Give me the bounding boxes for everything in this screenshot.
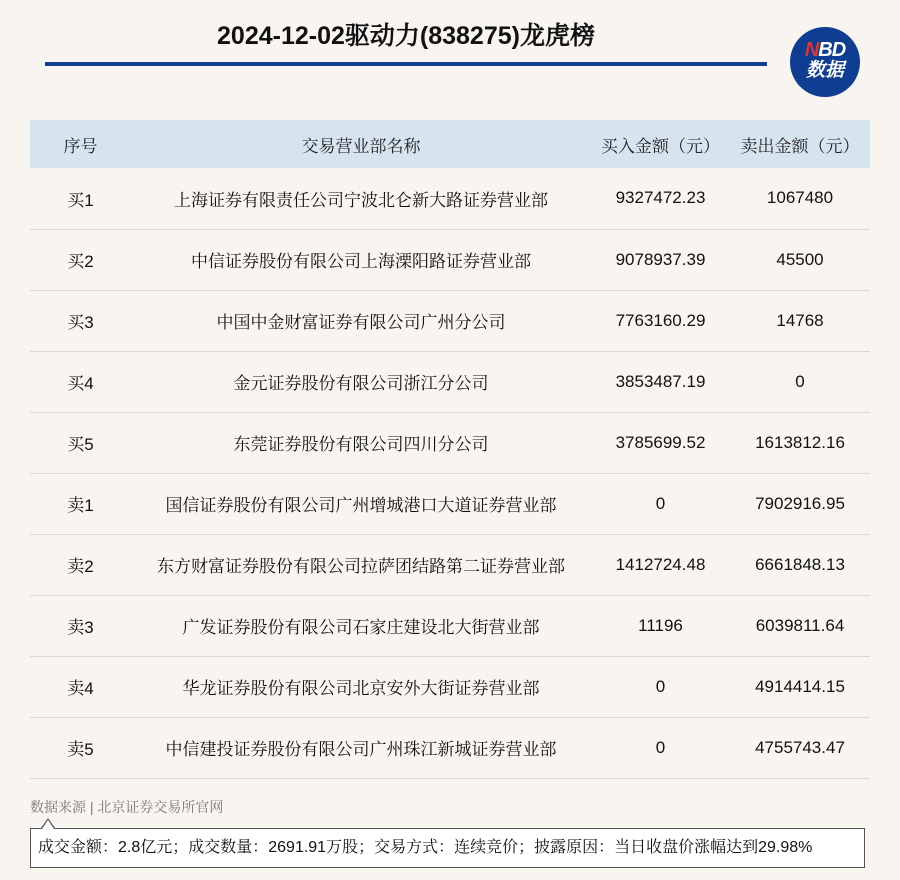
cell-seq: 卖3	[30, 595, 131, 656]
cell-sell-amount: 4914414.15	[730, 656, 870, 717]
cell-sell-amount: 45500	[730, 229, 870, 290]
cell-buy-amount: 9078937.39	[591, 229, 730, 290]
cell-seq: 买3	[30, 290, 131, 351]
cell-branch-name: 国信证券股份有限公司广州增城港口大道证券营业部	[131, 473, 591, 534]
cell-buy-amount: 0	[591, 717, 730, 778]
cell-sell-amount: 0	[730, 351, 870, 412]
table-header-row	[30, 120, 870, 168]
cell-sell-amount: 1613812.16	[730, 412, 870, 473]
cell-seq: 买5	[30, 412, 131, 473]
cell-branch-name: 金元证券股份有限公司浙江分公司	[131, 351, 591, 412]
note-pointer-inner	[42, 820, 54, 829]
cell-sell-amount: 6039811.64	[730, 595, 870, 656]
cell-buy-amount: 0	[591, 656, 730, 717]
cell-branch-name: 上海证券有限责任公司宁波北仑新大路证券营业部	[131, 168, 591, 229]
cell-branch-name: 广发证券股份有限公司石家庄建设北大街营业部	[131, 595, 591, 656]
table-row	[30, 412, 870, 473]
table-row	[30, 595, 870, 656]
cell-seq: 买4	[30, 351, 131, 412]
column-header-sell-amount: 卖出金额（元）	[740, 136, 860, 156]
cell-seq: 卖5	[30, 717, 131, 778]
table-row	[30, 473, 870, 534]
table-row	[30, 168, 870, 229]
cell-branch-name: 东方财富证券股份有限公司拉萨团结路第二证券营业部	[131, 534, 591, 595]
cell-buy-amount: 3853487.19	[591, 351, 730, 412]
cell-buy-amount: 1412724.48	[591, 534, 730, 595]
table-row	[30, 534, 870, 595]
cell-buy-amount: 0	[591, 473, 730, 534]
column-header-branch-name: 交易营业部名称	[301, 136, 421, 156]
table-row	[30, 229, 870, 290]
title-underline	[45, 62, 767, 66]
table-row	[30, 717, 870, 778]
cell-branch-name: 中信证券股份有限公司上海溧阳路证券营业部	[131, 229, 591, 290]
trade-summary-note: 成交金额：2.8亿元；成交数量：2691.91万股；交易方式：连续竞价；披露原因：当日收盘价涨幅达到29.98%	[30, 828, 865, 868]
table-row	[30, 656, 870, 717]
cell-seq: 卖4	[30, 656, 131, 717]
cell-branch-name: 中信建投证券股份有限公司广州珠江新城证券营业部	[131, 717, 591, 778]
cell-sell-amount: 1067480	[730, 168, 870, 229]
cell-buy-amount: 9327472.23	[591, 168, 730, 229]
page-title: 2024-12-02驱动力(838275)龙虎榜	[217, 22, 595, 50]
cell-seq: 卖1	[30, 473, 131, 534]
dragon-tiger-table	[30, 120, 870, 779]
cell-buy-amount: 7763160.29	[591, 290, 730, 351]
data-source: 数据来源 | 北京证券交易所官网	[30, 799, 224, 815]
table-row	[30, 290, 870, 351]
cell-seq: 买1	[30, 168, 131, 229]
nbd-logo	[790, 27, 860, 97]
column-header-seq: 序号	[63, 136, 98, 156]
cell-seq: 卖2	[30, 534, 131, 595]
logo-text-bottom: 数据	[805, 60, 844, 81]
cell-branch-name: 东莞证券股份有限公司四川分公司	[131, 412, 591, 473]
cell-seq: 买2	[30, 229, 131, 290]
cell-sell-amount: 4755743.47	[730, 717, 870, 778]
cell-branch-name: 中国中金财富证券有限公司广州分公司	[131, 290, 591, 351]
cell-sell-amount: 6661848.13	[730, 534, 870, 595]
logo-text-top	[790, 39, 860, 61]
table-row	[30, 351, 870, 412]
cell-buy-amount: 11196	[591, 595, 730, 656]
column-header-buy-amount: 买入金额（元）	[601, 136, 720, 156]
cell-sell-amount: 14768	[730, 290, 870, 351]
cell-branch-name: 华龙证券股份有限公司北京安外大街证券营业部	[131, 656, 591, 717]
logo-bd-letters: BD	[818, 39, 846, 61]
cell-sell-amount: 7902916.95	[730, 473, 870, 534]
logo-n-letter: N	[804, 39, 819, 61]
cell-buy-amount: 3785699.52	[591, 412, 730, 473]
